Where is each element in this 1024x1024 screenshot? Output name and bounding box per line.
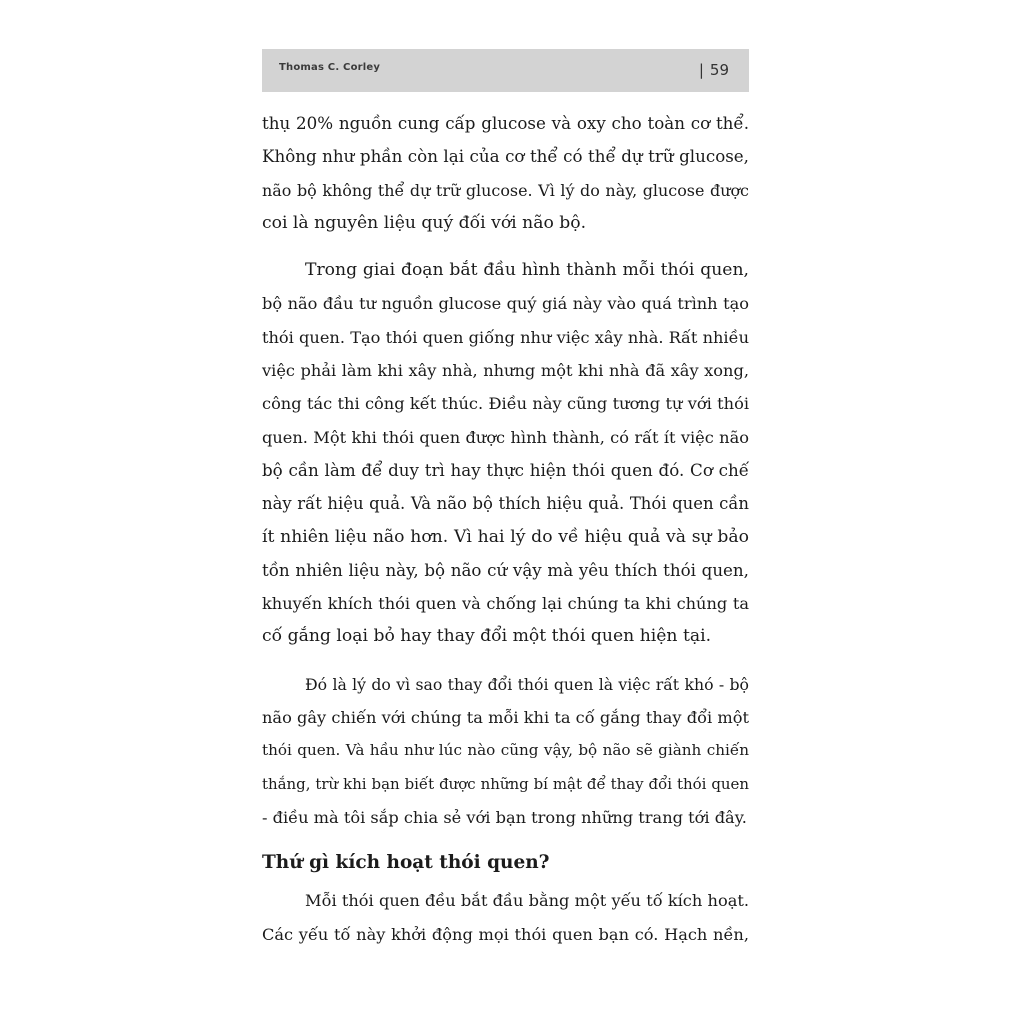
text-line: não gây chiến với chúng ta mỗi khi ta cố gắng thay đổi một	[262, 708, 749, 728]
text-line: thắng, trừ khi bạn biết được những bí mật để thay đổi thói quen	[262, 774, 749, 793]
paragraph-2	[262, 254, 749, 654]
text-line: thụ 20% nguồn cung cấp glucose và oxy cho toàn cơ thể.	[262, 113, 749, 133]
text-line: công tác thi công kết thúc. Điều này cũng tương tự với thói	[262, 394, 749, 414]
text-line: coi là nguyên liệu quý đối với não bộ.	[262, 212, 587, 233]
text-line: não bộ không thể dự trữ glucose. Vì lý do này, glucose được	[262, 180, 749, 200]
text-line: bộ cần làm để duy trì hay thực hiện thói quen đó. Cơ chế	[262, 459, 749, 480]
paragraph-3	[262, 668, 749, 834]
text-line: thói quen. Tạo thói quen giống như việc xây nhà. Rất nhiều	[262, 327, 749, 347]
header-separator: |	[698, 61, 704, 79]
header-author: Thomas C. Corley	[279, 62, 381, 73]
page-body	[262, 107, 749, 951]
text-line: quen. Một khi thói quen được hình thành, có rất ít việc não	[262, 427, 749, 447]
header-page-number-group	[699, 61, 729, 79]
text-line: Không như phần còn lại của cơ thể có thể dự trữ glucose,	[262, 146, 749, 167]
text-line: tồn nhiên liệu này, bộ não cứ vậy mà yêu thích thói quen,	[262, 559, 749, 580]
section-heading: Thứ gì kích hoạt thói quen?	[262, 852, 550, 874]
text-line: bộ não đầu tư nguồn glucose quý giá này vào quá trình tạo	[262, 294, 749, 314]
text-line: thói quen. Và hầu như lúc nào cũng vậy, bộ não sẽ giành chiến	[262, 741, 749, 760]
text-line: ít nhiên liệu não hơn. Vì hai lý do về hiệu quả và sự bảo	[262, 526, 749, 547]
page-number: 59	[709, 61, 729, 79]
text-line: Các yếu tố này khởi động mọi thói quen bạn có. Hạch nền,	[262, 924, 749, 944]
paragraph-4	[262, 884, 749, 951]
text-line: Mỗi thói quen đều bắt đầu bằng một yếu tố kích hoạt.	[305, 891, 749, 911]
running-header	[262, 49, 749, 92]
paragraph-1	[262, 107, 749, 240]
text-line: Trong giai đoạn bắt đầu hình thành mỗi thói quen,	[305, 260, 749, 281]
text-line: Đó là lý do vì sao thay đổi thói quen là việc rất khó - bộ	[305, 674, 749, 694]
text-line: cố gắng loại bỏ hay thay đổi một thói quen hiện tại.	[262, 626, 712, 647]
text-line: việc phải làm khi xây nhà, nhưng một khi nhà đã xây xong,	[262, 361, 749, 381]
text-line: khuyến khích thói quen và chống lại chúng ta khi chúng ta	[262, 594, 749, 614]
text-line: - điều mà tôi sắp chia sẻ với bạn trong những trang tới đây.	[262, 807, 747, 827]
text-line: này rất hiệu quả. Và não bộ thích hiệu quả. Thói quen cần	[262, 494, 749, 514]
